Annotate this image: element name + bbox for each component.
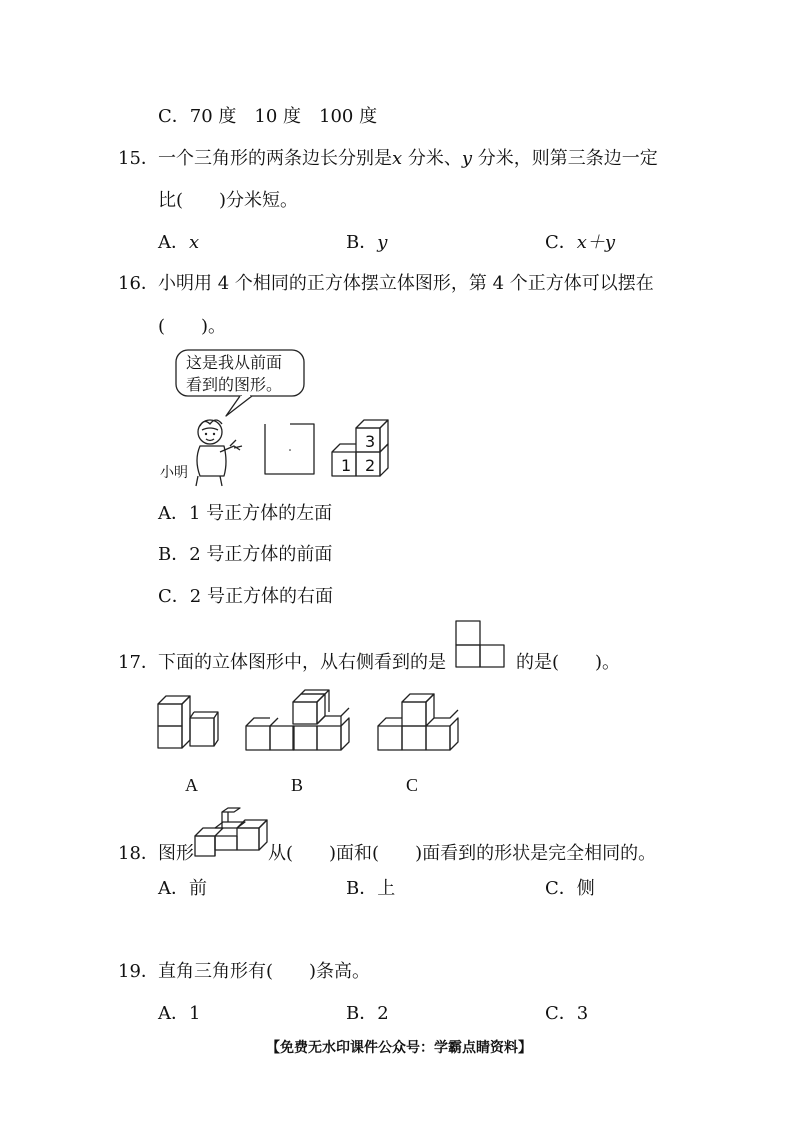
q18-figure-icon: [194, 804, 270, 860]
q18-number: 18．: [118, 843, 159, 864]
q15-option-b: [346, 234, 387, 252]
q15-stem-part1: 一个三角形的两条边长分别是: [158, 148, 392, 169]
q18-stem-b: 从( )面和( )面看到的形状是完全相同的。: [268, 843, 657, 864]
page-footer: 【免费无水印课件公众号：学霸点睛资料】: [266, 1040, 532, 1056]
q18-stem-a: 图形: [158, 843, 194, 864]
q17-stem-b: 的是( )。: [516, 652, 621, 673]
q15-option-c: [545, 234, 615, 252]
q16-number: 16．: [118, 273, 159, 294]
q17-stem-a: 下面的立体图形中，从右侧看到的是: [158, 652, 446, 673]
q15-stem-part3: 分米，则第三条边一定: [472, 148, 658, 169]
q16-option-b: B．2 号正方体的前面: [158, 544, 333, 565]
front-view-icon: [264, 424, 320, 478]
bubble-line1: 这是我从前面: [186, 353, 283, 372]
figure-c-icon: [377, 688, 463, 752]
q19-stem: 直角三角形有( )条高。: [158, 961, 371, 982]
q15-number: 15．: [118, 148, 159, 169]
cube-label-2: 2: [365, 456, 376, 475]
child-figure-icon: [190, 416, 250, 488]
q19-option-a: A．1: [158, 1003, 201, 1024]
q16-option-c: C．2 号正方体的右面: [158, 586, 333, 607]
q17-number: 17．: [118, 652, 159, 673]
q15-option-a-label: A．: [158, 232, 189, 253]
cube-label-1: 1: [341, 456, 352, 475]
person-label: 小明: [160, 465, 188, 481]
cube-label-3: 3: [365, 432, 376, 451]
q18-option-a: A．前: [158, 878, 207, 899]
q19-option-c: C．3: [545, 1003, 589, 1024]
figure-b-icon: [245, 686, 357, 752]
bubble-line2: 看到的图形。: [186, 375, 283, 394]
q16-stem-line2: ( )。: [158, 316, 227, 337]
figure-b-label: B: [291, 775, 304, 795]
q14-option-c: C．70 度 10 度 100 度: [158, 106, 378, 127]
q15-option-c-value: x＋y: [576, 232, 616, 253]
right-view-icon: [455, 620, 507, 670]
figure-c-label: C: [406, 775, 419, 795]
q19-number: 19．: [118, 961, 159, 982]
figure-a-label: A: [185, 775, 198, 795]
q15-option-b-label: B．: [346, 232, 378, 253]
q18-option-c: C．侧: [545, 878, 595, 899]
figure-a-icon: [157, 692, 223, 752]
q15-stem-line1: [158, 150, 658, 168]
q15-stem-part2: 分米、: [402, 148, 462, 169]
q15-var-y: y: [461, 148, 473, 169]
q15-option-a-value: x: [189, 232, 200, 253]
q15-option-b-value: y: [377, 232, 388, 253]
q15-stem-line2: 比( )分米短。: [158, 190, 299, 211]
q15-var-x: x: [392, 148, 403, 169]
q15-option-a: [158, 234, 199, 252]
q16-option-a: A．1 号正方体的左面: [158, 503, 333, 524]
q18-option-b: B．上: [346, 878, 396, 899]
q15-option-c-label: C．: [545, 232, 577, 253]
q16-stem-line1: 小明用 4 个相同的正方体摆立体图形，第 4 个正方体可以摆在: [158, 273, 654, 294]
q19-option-b: B．2: [346, 1003, 389, 1024]
